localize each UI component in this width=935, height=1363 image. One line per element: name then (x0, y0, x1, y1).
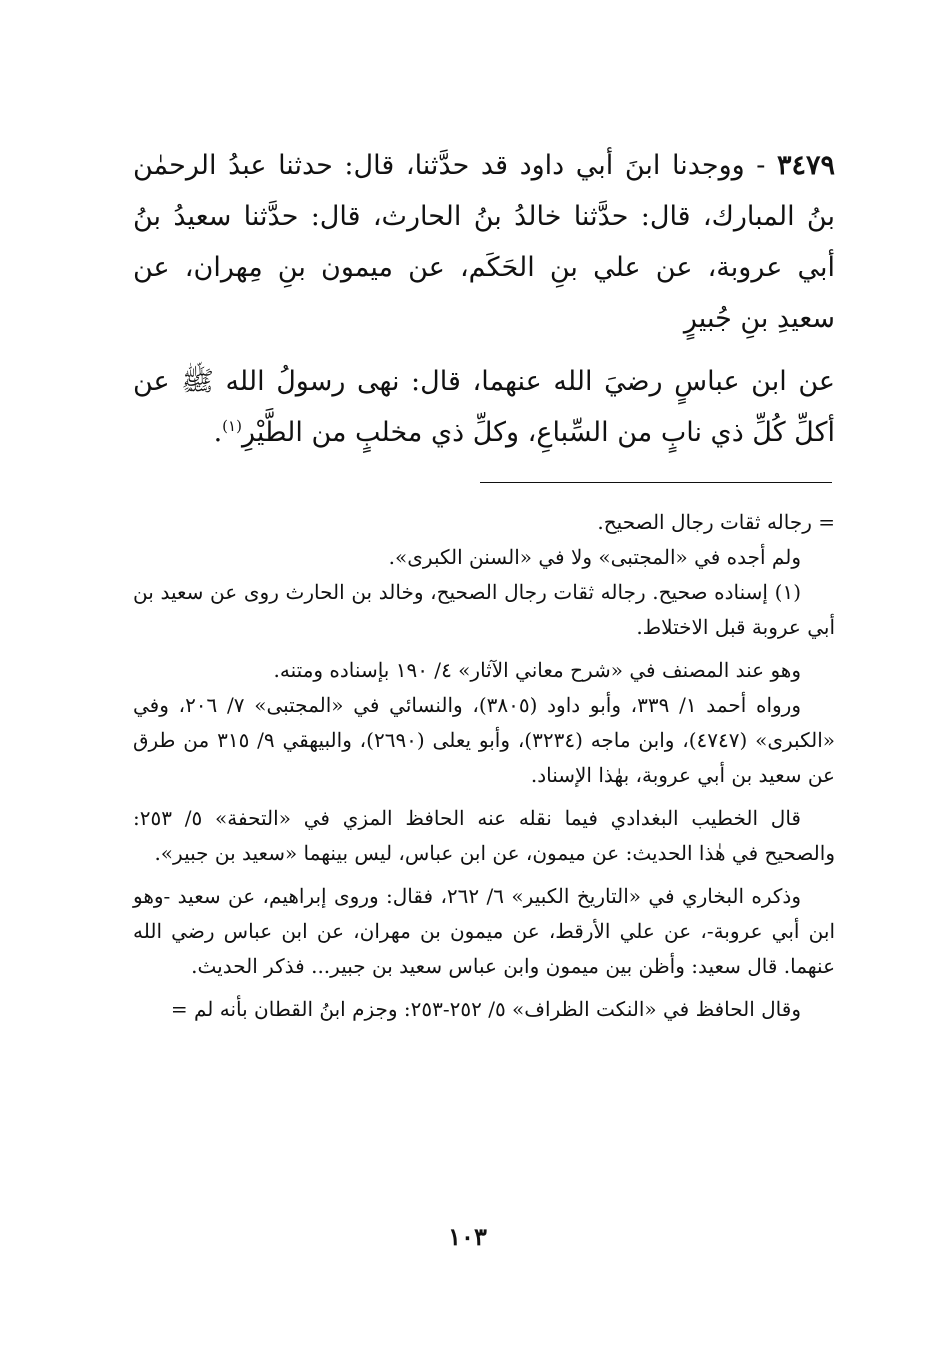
footnote-line: ولم أجده في «المجتبى» ولا في «السنن الكبرى». (388, 545, 801, 569)
hadith-matn (133, 356, 835, 458)
footnote-line: (١) إسناده صحيح. رجاله ثقات رجال الصحيح، وخالد بن الحارث روى عن سعيد بن أبي عروبة قبل الاختلاط. (133, 580, 835, 639)
page-number: ١٠٣ (448, 1222, 487, 1251)
footnotes (133, 505, 835, 1027)
hadith-isnad (133, 140, 835, 344)
matn-text: عن ابن عباسٍ رضيَ الله عنهما، قال: نهى رسولُ الله ﷺ عن أكلِّ كُلِّ ذي نابٍ من السِّباعِ، وكلِّ ذي مخلبٍ من الطَّيْرِ (133, 366, 835, 448)
continuation-mark: = (818, 510, 835, 534)
footnote-line: وقال الحافظ في «النكت الظراف» ٥/ ٢٥٢-٢٥٣: وجزم ابنُ القطان بأنه لم = (170, 997, 801, 1021)
isnad-text: - ووجدنا ابنَ أبي داود قد حدَّثنا، قال: حدثنا عبدُ الرحمٰن بنُ المبارك، قال: حدَّثنا خالدُ بنُ الحارث، قال: حدَّثنا سعيدُ بنُ أبي عروبة، عن علي بنِ الحَكَم، عن ميمون بنِ مِهران، عن سعيدِ بنِ جُبيرٍ (133, 150, 835, 334)
footnote-reference: (١) (222, 417, 242, 435)
footnote-line: = رجاله ثقات رجال الصحيح. (597, 510, 835, 534)
footnote-line: ورواه أحمد ١/ ٣٣٩، وأبو داود (٣٨٠٥)، والنسائي في «المجتبى» ٧/ ٢٠٦، وفي «الكبرى» (٤٧٤٧)، وابن ماجه (٣٢٣٤)، وأبو يعلى (٢٦٩٠)، والبيهقي ٩/ ٣١٥ من طرق عن سعيد بن أبي عروبة، بهٰذا الإسناد. (133, 693, 836, 787)
end-continuation-mark: = (170, 997, 188, 1021)
main-text (133, 140, 835, 458)
matn-end-punctuation: . (213, 417, 223, 448)
footnote-line: وذكره البخاري في «التاريخ الكبير» ٦/ ٢٦٢، فقال: وروى إبراهيم، عن سعيد -وهو ابن أبي عروبة-، عن علي الأرقط، عن ميمون بن مهران، عن ابن عباس رضي الله عنهما. قال سعيد: وأظن بين ميمون وابن عباس سعيد بن جبير... فذكر الحديث. (133, 884, 835, 978)
footnote-line: قال الخطيب البغدادي فيما نقله عنه الحافظ المزي في «التحفة» ٥/ ٢٥٣: والصحيح في هٰذا الحديث: عن ميمون، عن ابن عباس، ليس بينهما «سعيد بن جبير». (133, 806, 835, 865)
footnote-line: وهو عند المصنف في «شرح معاني الآثار» ٤/ ١٩٠ بإسناده ومتنه. (273, 658, 801, 682)
footnote-separator (480, 482, 832, 483)
hadith-number: ٣٤٧٩ (776, 150, 835, 181)
